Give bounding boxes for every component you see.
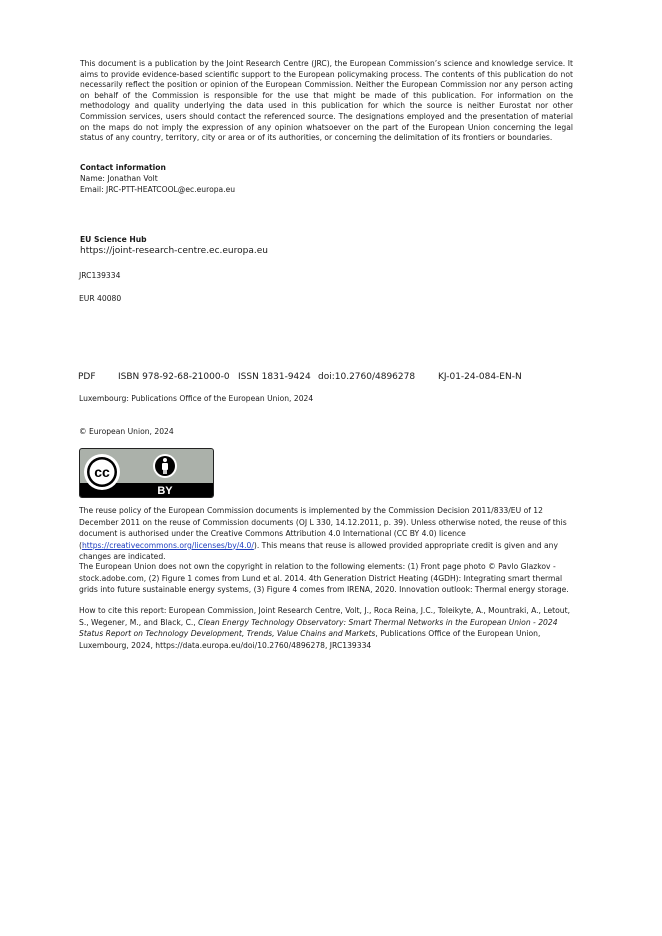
format-label: PDF [78,372,96,382]
catalogue-number: KJ-01-24-084-EN-N [438,372,522,382]
cc-by-license-badge [79,448,214,498]
publisher-line: Luxembourg: Publications Office of the European Union, 2024 [79,394,314,403]
contact-heading: Contact information [80,163,166,172]
citation-prefix: How to cite this report: European Commission, Joint Research Centre, Volt, J., Roca Reina, J.C., Toleikyte, A., Mountraki, A., Letout, S., Wegener, M., and Black, C., [79,606,570,627]
disclaimer-paragraph: This document is a publication by the Joint Research Centre (JRC), the European Commission’s science and knowledge service. It aims to provide evidence-based scientific support to the European policymaking process. The contents of this publication do not necessarily reflect the position or opinion of the European Commission. Neither the European Commission nor any person acting on behalf of the Commission is responsible for the use that might be made of this publication. For information on the methodology and quality underlying the data used in this publication for which the source is neither Eurostat nor other Commission services, users should contact the referenced source. The designations employed and the presentation of material on the maps do not imply the expression of any opinion whatsoever on the part of the European Union concerning the legal status of any country, territory, city or area or of its authorities, or concerning the delimitation of its frontiers or boundaries. [80,59,573,143]
reuse-text-after: ). This means that reuse is allowed provided appropriate credit is given and any changes are indicated. [79,540,558,561]
hub-url-link[interactable]: https://joint-research-centre.ec.europa.eu [80,246,268,256]
cc-license-link[interactable]: https://creativecommons.org/licenses/by/4.0/ [81,540,254,550]
cc-by-icon [80,449,213,497]
reuse-policy-paragraph [79,505,573,563]
by-text: BY [157,485,173,497]
isbn: ISBN 978-92-68-21000-0 [118,372,230,382]
citation-title: Clean Energy Technology Observatory: Smart Thermal Networks in the European Union - 2024 Status Report on Technology Development, Trends, Value Chains and Markets [79,617,558,638]
hub-heading: EU Science Hub [80,235,147,244]
doi: doi:10.2760/4896278 [318,372,416,382]
contact-email[interactable]: Email: JRC-PTT-HEATCOOL@ec.europa.eu [80,185,236,194]
issn: ISSN 1831-9424 [238,372,311,382]
cc-text: cc [94,464,110,480]
jrc-identifier: JRC139334 [79,271,121,280]
copyright-line: © European Union, 2024 [79,427,174,436]
image-credits-paragraph: The European Union does not own the copyright in relation to the following elements: (1) Front page photo © Pavlo Glazkov - stock.adobe.com, (2) Figure 1 comes from Lund et al. 2014. 4th Generation District Heating (4GDH): Integrating smart thermal grids into future sustainable energy systems, (3) Figure 4 comes from IRENA, 2020. Innovation outlook: Thermal energy storage. [79,562,569,594]
contact-information [80,162,573,195]
eu-science-hub [80,234,573,257]
citation-paragraph [79,605,575,651]
eur-identifier: EUR 40080 [79,294,122,303]
contact-name: Name: Jonathan Volt [80,174,158,183]
citation-suffix: , Publications Office of the European Union, Luxembourg, 2024, https://data.europa.eu/doi/10.2760/4896278, JRC139334 [79,629,541,650]
reuse-text-before: The reuse policy of the European Commission documents is implemented by the Commission Decision 2011/833/EU of 12 December 2011 on the reuse of Commission documents (OJ L 330, 14.12.2011, p. 39). Unless otherwise noted, the reuse of this document is authorised under the Creative Commons Attribution 4.0 International (CC BY 4.0) licence ( [79,506,567,550]
